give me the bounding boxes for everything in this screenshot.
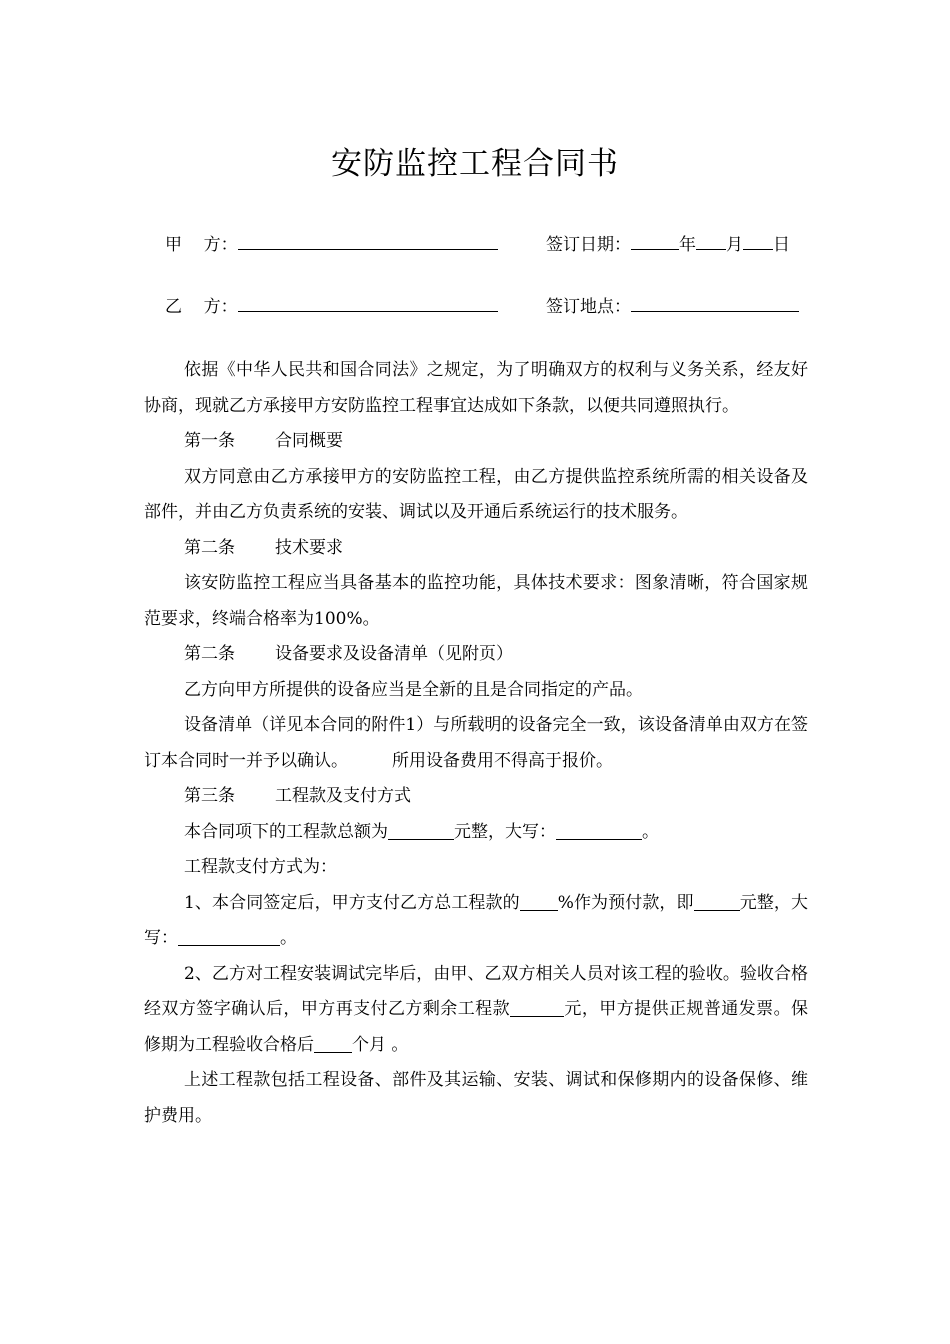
pay1-text-a: 1、本合同签定后，甲方支付乙方总工程款的: [184, 892, 520, 913]
prepay-percent-field[interactable]: [520, 890, 558, 911]
article-3-heading: [144, 779, 808, 815]
article-number: 第二条: [184, 644, 235, 664]
total-text-a: 本合同项下的工程款总额为: [184, 821, 388, 842]
total-text-b: 元整，大写：: [454, 821, 556, 842]
total-text-c: 。: [642, 821, 659, 842]
document-title: 安防监控工程合同书: [331, 146, 619, 182]
article-2-text: 该安防监控工程应当具备基本的监控功能，具体技术要求：图象清晰，符合国家规范要求，终端合格率为100%。: [144, 573, 808, 629]
party-a-label: 甲 方：: [165, 235, 238, 255]
article-name: 合同概要: [275, 431, 343, 451]
payment-2-paragraph: [144, 957, 808, 1064]
equipment-cost-text: 所用设备费用不得高于报价。: [392, 750, 613, 771]
article-name: 设备要求及设备清单（见附页）: [275, 644, 513, 664]
pay1-text-b: %作为预付款，即: [557, 892, 694, 913]
article-2b-text-1: 乙方向甲方所提供的设备应当是全新的且是合同指定的产品。: [184, 679, 643, 700]
prepay-amount-field[interactable]: [694, 890, 740, 911]
month-label: 月: [726, 235, 743, 255]
closing-paragraph: 上述工程款包括工程设备、部件及其运输、安装、调试和保修期内的设备保修、维护费用。: [144, 1070, 808, 1126]
pay2-text-c: 个月 。: [352, 1034, 409, 1055]
warranty-months-field[interactable]: [314, 1032, 352, 1053]
article-number: 第一条: [184, 431, 235, 451]
party-b-row: [165, 293, 498, 319]
contract-body: [144, 353, 808, 1134]
article-1-heading: [144, 424, 808, 460]
intro-paragraph: 依据《中华人民共和国合同法》之规定，为了明确双方的权利与义务关系，经友好协商，现就乙方承接甲方安防监控工程事宜达成如下条款，以便共同遵照执行。: [144, 360, 808, 416]
sign-place-row: [546, 293, 799, 319]
article-number: 第二条: [184, 537, 235, 558]
article-2b-text-2: [144, 708, 808, 779]
total-amount-line: [144, 815, 808, 851]
sign-day-field[interactable]: [743, 231, 773, 250]
equipment-list-text: 设备清单（详见本合同的附件1）与所载明的设备完全一致，该设备清单由双方在签订本合同时一并予以确认。: [144, 715, 808, 771]
sign-month-field[interactable]: [696, 231, 726, 250]
party-a-field[interactable]: [238, 231, 498, 250]
payment-method-line: 工程款支付方式为：: [184, 857, 337, 877]
party-b-label: 乙 方：: [165, 297, 238, 317]
pay1-text-c: 元整，大写：: [144, 892, 809, 948]
prepay-words-field[interactable]: [178, 925, 280, 946]
pay2-text-a: 2、乙方对工程安装调试完毕后，由甲、乙双方相关人员对该工程的验收。验收合格经双方签字确认后，甲方再支付乙方剩余工程款: [144, 963, 808, 1019]
sign-place-field[interactable]: [631, 293, 799, 312]
pay1-text-d: 。: [280, 928, 297, 948]
total-amount-field[interactable]: [388, 819, 454, 840]
article-2-heading: [144, 531, 808, 567]
article-1-text: 双方同意由乙方承接甲方的安防监控工程，由乙方提供监控系统所需的相关设备及部件，并由乙方负责系统的安装、调试以及开通后系统运行的技术服务。: [144, 466, 808, 522]
article-name: 技术要求: [275, 537, 343, 558]
article-name: 工程款及支付方式: [275, 786, 411, 806]
sign-date-label: 签订日期：: [546, 235, 631, 255]
sign-place-label: 签订地点：: [546, 297, 631, 317]
sign-year-field[interactable]: [631, 231, 679, 250]
total-amount-words-field[interactable]: [556, 819, 642, 840]
party-a-row: [165, 231, 498, 257]
payment-1-paragraph: [144, 886, 808, 957]
pay2-text-b: 元，甲方提供正规普通发票。保修期为工程验收合格后: [144, 999, 808, 1055]
sign-date-row: [546, 231, 790, 257]
year-label: 年: [679, 235, 696, 255]
day-label: 日: [773, 235, 790, 255]
article-2b-heading: [144, 637, 808, 673]
remaining-amount-field[interactable]: [510, 996, 564, 1017]
party-b-field[interactable]: [238, 293, 498, 312]
article-number: 第三条: [184, 786, 235, 806]
